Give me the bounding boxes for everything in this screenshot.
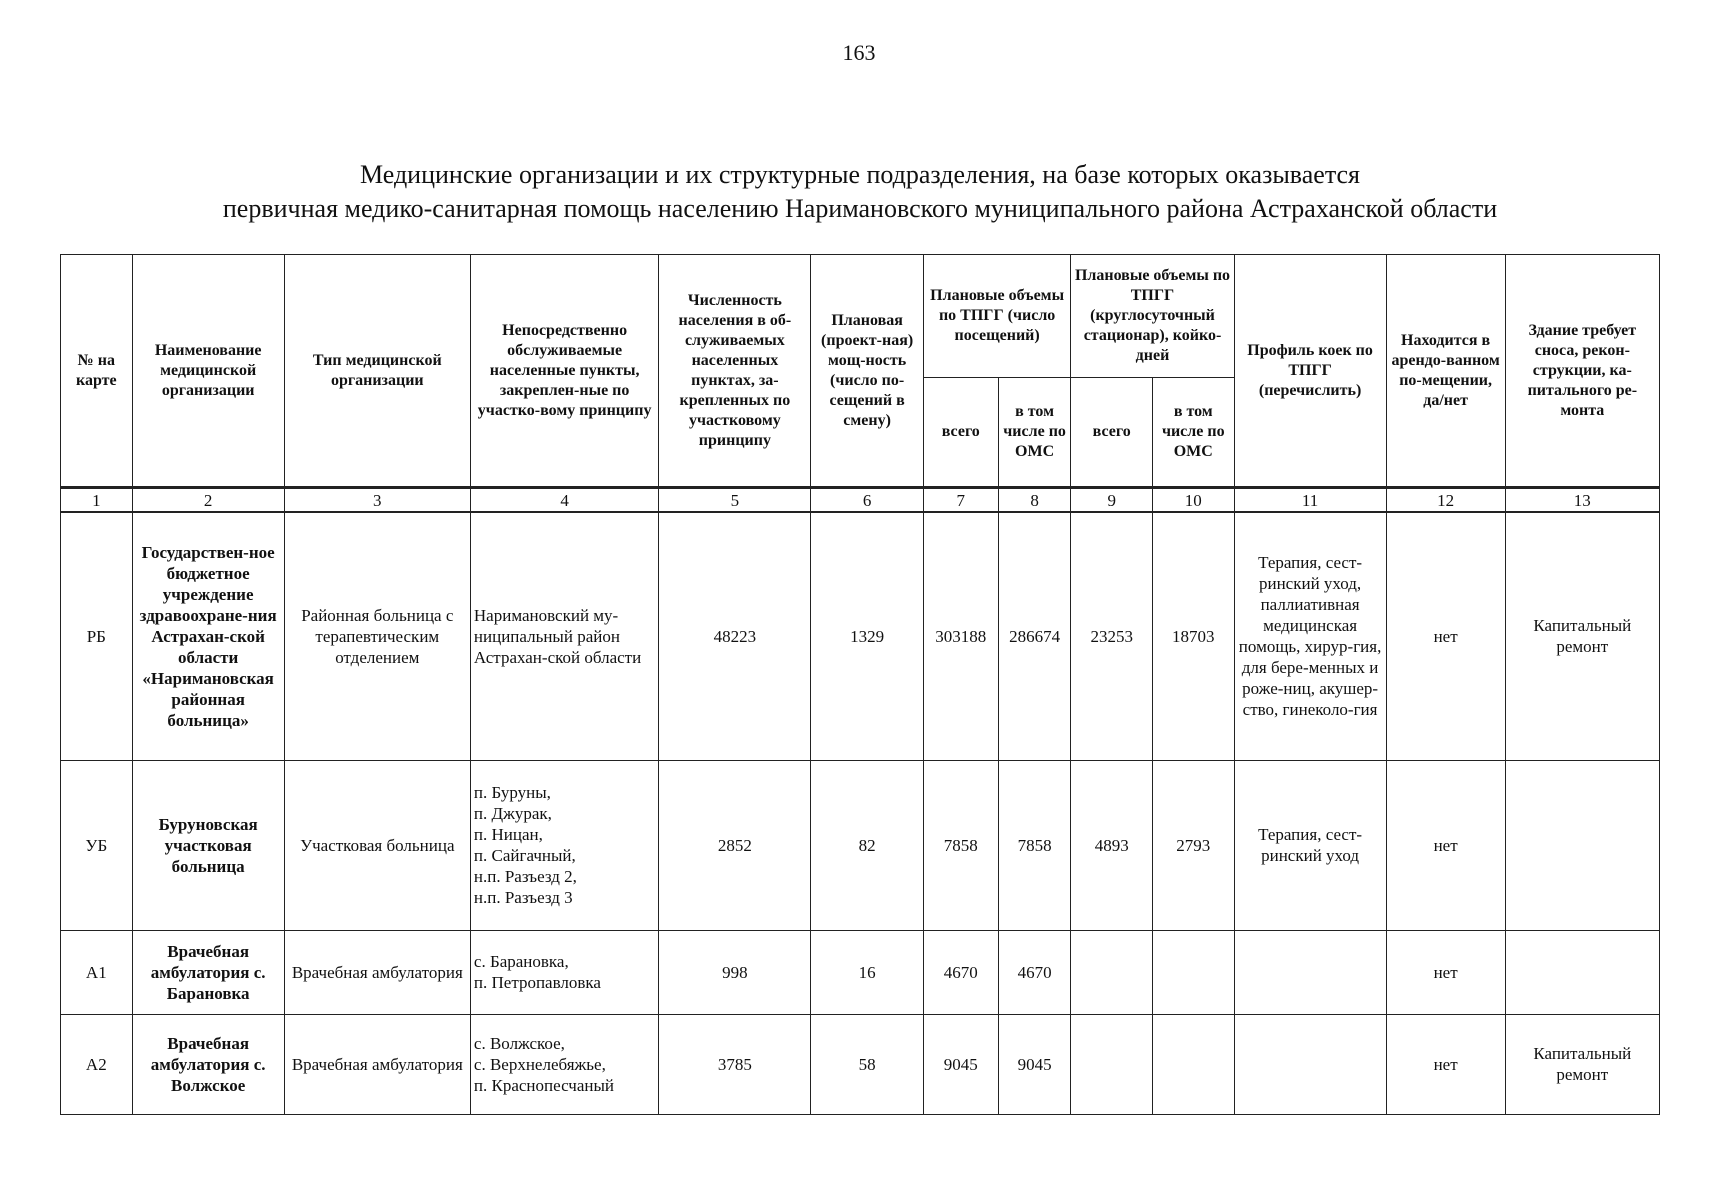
header-rented: Находится в арендо-ванном по-мещении, да/нет (1386, 255, 1505, 488)
cell-org-name: Государствен-ное бюджетное учреждение здравоохране-ния Астрахан-ской области «Наримановская районная больница» (132, 512, 284, 760)
header-visits-total: всего (923, 378, 998, 488)
cell-visits-total: 7858 (923, 760, 998, 930)
column-number: 9 (1071, 488, 1153, 513)
cell-population: 998 (659, 930, 811, 1014)
header-building-status: Здание требует сноса, рекон-струкции, ка-питального ре-монта (1505, 255, 1659, 488)
cell-rented: нет (1386, 930, 1505, 1014)
header-capacity: Плановая (проект-ная) мощ-ность (число по-сещений в смену) (811, 255, 923, 488)
cell-beddays-total: 23253 (1071, 512, 1153, 760)
cell-building-status: Капитальный ремонт (1505, 512, 1659, 760)
cell-map-number: УБ (61, 760, 133, 930)
column-number: 6 (811, 488, 923, 513)
cell-org-type: Врачебная амбулатория (284, 930, 470, 1014)
cell-visits-oms: 7858 (998, 760, 1071, 930)
cell-map-number: А1 (61, 930, 133, 1014)
cell-settlements: п. Буруны, п. Джурак, п. Ницан, п. Сайгачный, н.п. Разъезд 2, н.п. Разъезд 3 (470, 760, 658, 930)
table-row (61, 1014, 1660, 1114)
cell-beddays-oms: 2793 (1152, 760, 1234, 930)
cell-capacity: 16 (811, 930, 923, 1014)
header-planned-visits: Плановые объемы по ТПГГ (число посещений) (923, 255, 1071, 378)
cell-population: 3785 (659, 1014, 811, 1114)
table-row (61, 512, 1660, 760)
column-number: 11 (1234, 488, 1386, 513)
header-visits-oms: в том числе по ОМС (998, 378, 1071, 488)
cell-population: 2852 (659, 760, 811, 930)
cell-org-type: Районная больница с терапевтическим отделением (284, 512, 470, 760)
document-title (100, 158, 1620, 226)
header-org-type: Тип медицинской организации (284, 255, 470, 488)
header-bed-profile: Профиль коек по ТПГГ (перечислить) (1234, 255, 1386, 488)
column-number: 1 (61, 488, 133, 513)
cell-map-number: РБ (61, 512, 133, 760)
cell-capacity: 58 (811, 1014, 923, 1114)
column-number: 2 (132, 488, 284, 513)
column-number: 3 (284, 488, 470, 513)
cell-org-name: Врачебная амбулатория с. Барановка (132, 930, 284, 1014)
cell-beddays-total (1071, 930, 1153, 1014)
title-line-1: Медицинские организации и их структурные подразделения, на базе которых оказывается (359, 160, 1360, 189)
cell-beddays-oms (1152, 1014, 1234, 1114)
cell-bed-profile (1234, 1014, 1386, 1114)
cell-map-number: А2 (61, 1014, 133, 1114)
cell-org-type: Участковая больница (284, 760, 470, 930)
cell-beddays-total: 4893 (1071, 760, 1153, 930)
header-planned-bed-days: Плановые объемы по ТПГГ (круглосуточный стационар), койко-дней (1071, 255, 1234, 378)
header-beddays-oms: в том числе по ОМС (1152, 378, 1234, 488)
title-line-2: первичная медико-санитарная помощь населению Наримановского муниципального района Астраханской области (222, 194, 1498, 223)
cell-visits-total: 9045 (923, 1014, 998, 1114)
cell-org-name: Врачебная амбулатория с. Волжское (132, 1014, 284, 1114)
cell-org-name: Буруновская участковая больница (132, 760, 284, 930)
cell-rented: нет (1386, 1014, 1505, 1114)
cell-visits-oms: 9045 (998, 1014, 1071, 1114)
header-population: Численность населения в об-служиваемых населенных пунктах, за-крепленных по участковому принципу (659, 255, 811, 488)
column-number: 13 (1505, 488, 1659, 513)
header-org-name: Наименование медицинской организации (132, 255, 284, 488)
cell-capacity: 82 (811, 760, 923, 930)
header-beddays-total: всего (1071, 378, 1153, 488)
header-map-number: № на карте (61, 255, 133, 488)
cell-org-type: Врачебная амбулатория (284, 1014, 470, 1114)
cell-beddays-oms (1152, 930, 1234, 1014)
cell-visits-oms: 286674 (998, 512, 1071, 760)
table-row (61, 760, 1660, 930)
cell-bed-profile (1234, 930, 1386, 1014)
cell-beddays-total (1071, 1014, 1153, 1114)
column-number: 4 (470, 488, 658, 513)
column-number-row (61, 488, 1660, 513)
cell-settlements: с. Барановка, п. Петропавловка (470, 930, 658, 1014)
cell-bed-profile: Терапия, сест-ринский уход, паллиативная медицинская помощь, хирур-гия, для бере-менных и роже-ниц, акушер-ство, гинеколо-гия (1234, 512, 1386, 760)
column-number: 12 (1386, 488, 1505, 513)
cell-rented: нет (1386, 760, 1505, 930)
cell-capacity: 1329 (811, 512, 923, 760)
table-row (61, 930, 1660, 1014)
column-number: 7 (923, 488, 998, 513)
cell-visits-total: 4670 (923, 930, 998, 1014)
medical-organizations-table (60, 254, 1660, 1115)
cell-visits-oms: 4670 (998, 930, 1071, 1014)
cell-building-status: Капитальный ремонт (1505, 1014, 1659, 1114)
cell-building-status (1505, 930, 1659, 1014)
column-number: 8 (998, 488, 1071, 513)
cell-visits-total: 303188 (923, 512, 998, 760)
column-number: 10 (1152, 488, 1234, 513)
cell-building-status (1505, 760, 1659, 930)
cell-rented: нет (1386, 512, 1505, 760)
column-number: 5 (659, 488, 811, 513)
header-settlements: Непосредственно обслуживаемые населенные пункты, закреплен-ные по участко-вому принципу (470, 255, 658, 488)
cell-settlements: с. Волжское, с. Верхнелебяжье, п. Краснопесчаный (470, 1014, 658, 1114)
page-number: 163 (842, 40, 876, 65)
cell-settlements: Наримановский му-ниципальный район Астрахан-ской области (470, 512, 658, 760)
cell-population: 48223 (659, 512, 811, 760)
cell-beddays-oms: 18703 (1152, 512, 1234, 760)
cell-bed-profile: Терапия, сест-ринский уход (1234, 760, 1386, 930)
